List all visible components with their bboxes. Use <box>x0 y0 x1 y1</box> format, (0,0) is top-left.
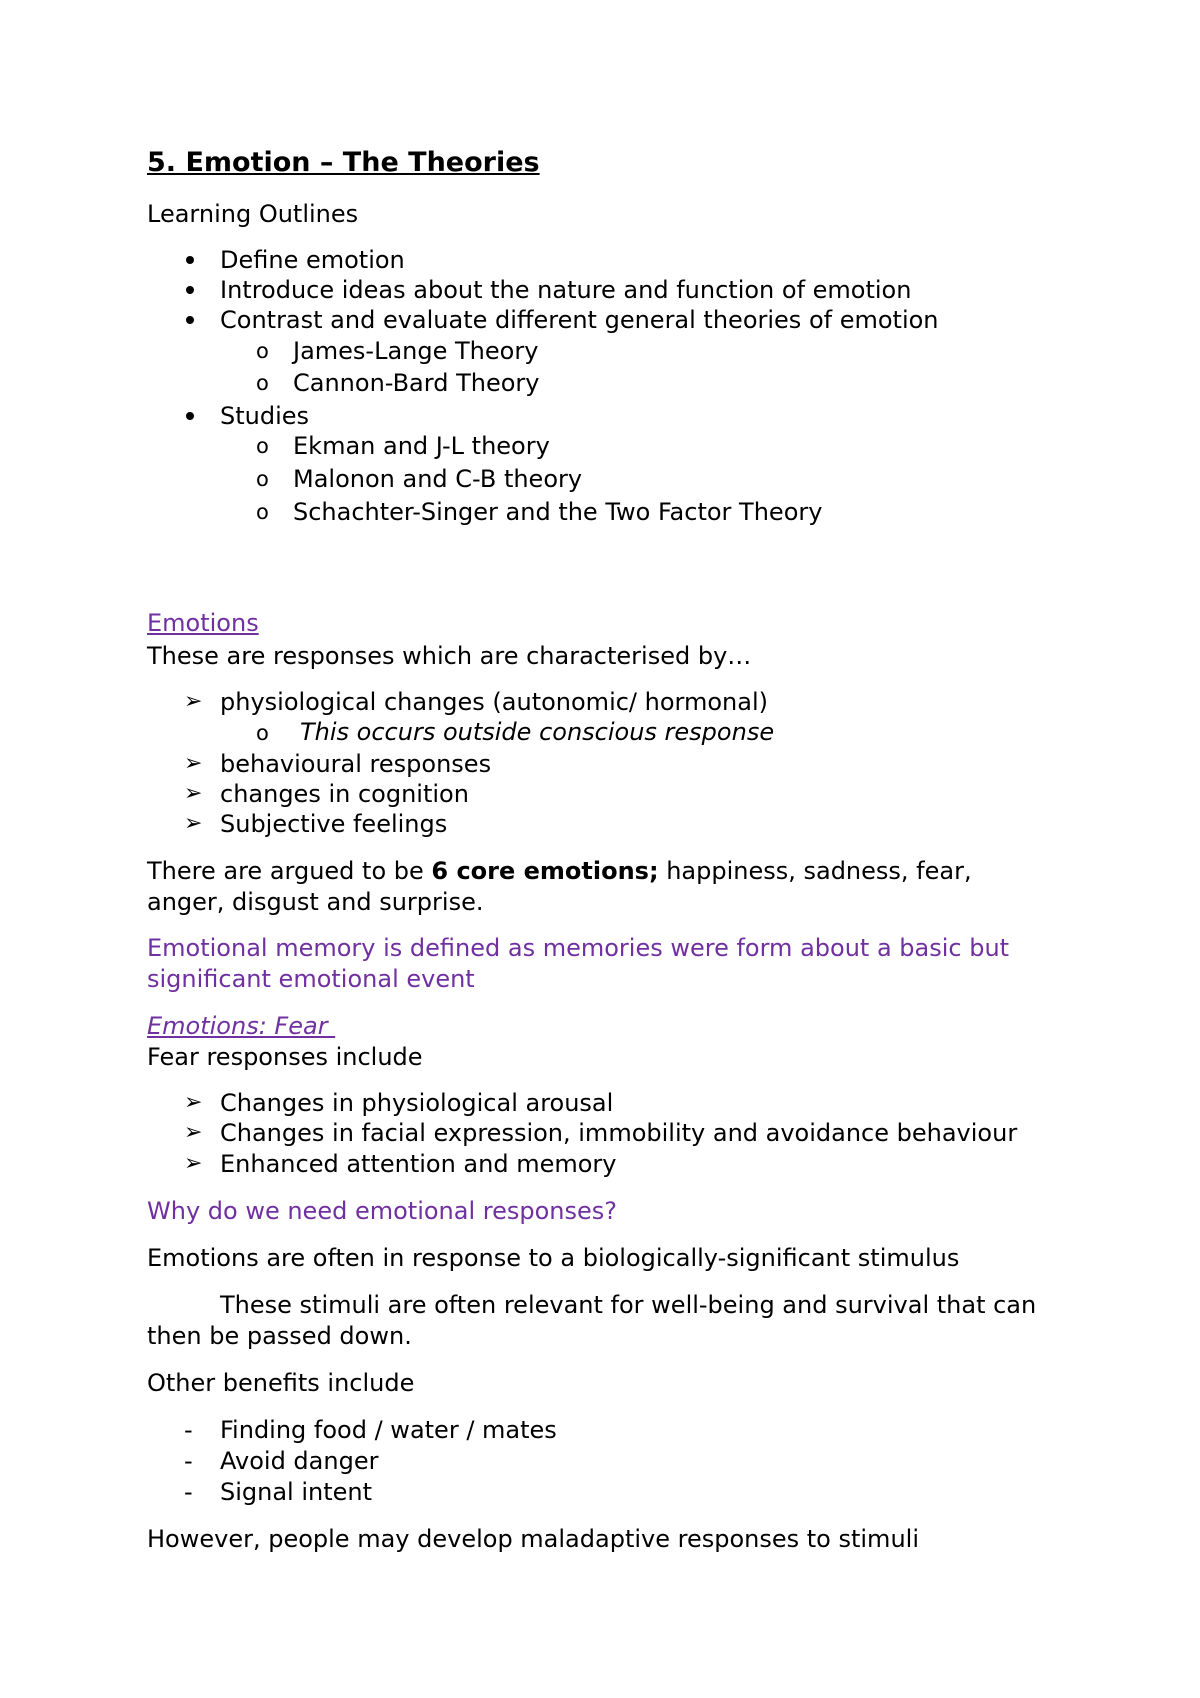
bullet-dot-icon <box>186 316 194 324</box>
outline-item: Define emotion <box>220 246 405 274</box>
why-paragraph-2-line-2: then be passed down. <box>147 1322 412 1350</box>
fear-response: Changes in physiological arousal <box>220 1089 614 1117</box>
benefit-item: Avoid danger <box>220 1447 379 1475</box>
emotion-trait: changes in cognition <box>220 780 469 808</box>
bullet-dot-icon <box>186 412 194 420</box>
bullet-dot-icon <box>186 286 194 294</box>
arrow-bullet-icon: ➢ <box>184 1120 203 1145</box>
dash-bullet-icon: - <box>184 1416 193 1444</box>
fear-response: Changes in facial expression, immobility and avoidance behaviour <box>220 1119 1018 1147</box>
outline-subitem: Malonon and C-B theory <box>293 465 583 493</box>
benefit-item: Signal intent <box>220 1478 373 1506</box>
core-emotions-bold: 6 core emotions; <box>431 857 659 885</box>
outline-item: Studies <box>220 402 310 430</box>
outline-subitem: Cannon-Bard Theory <box>293 369 540 397</box>
bullet-circle-icon: o <box>256 467 269 491</box>
emotions-heading: Emotions <box>147 609 259 637</box>
core-emotions-line <box>147 859 972 883</box>
arrow-bullet-icon: ➢ <box>184 751 203 776</box>
learning-outlines-heading: Learning Outlines <box>147 200 359 228</box>
fear-response: Enhanced attention and memory <box>220 1150 617 1178</box>
outline-item: Introduce ideas about the nature and function of emotion <box>220 276 912 304</box>
bullet-circle-icon: o <box>256 721 269 745</box>
why-heading: Why do we need emotional responses? <box>147 1197 618 1225</box>
outline-subitem: Ekman and J-L theory <box>293 432 550 460</box>
closing-line: However, people may develop maladaptive responses to stimuli <box>147 1525 919 1553</box>
arrow-bullet-icon: ➢ <box>184 811 203 836</box>
arrow-bullet-icon: ➢ <box>184 1151 203 1176</box>
arrow-bullet-icon: ➢ <box>184 781 203 806</box>
dash-bullet-icon: - <box>184 1447 193 1475</box>
emotion-trait: behavioural responses <box>220 750 492 778</box>
arrow-bullet-icon: ➢ <box>184 1090 203 1115</box>
core-emotions-pre: There are argued to be <box>147 857 432 885</box>
dash-bullet-icon: - <box>184 1478 193 1506</box>
why-paragraph-2-line-1: These stimuli are often relevant for well-being and survival that can <box>220 1291 1037 1319</box>
emotion-trait-note: This occurs outside conscious response <box>300 718 775 746</box>
document-title: 5. Emotion – The Theories <box>147 147 540 178</box>
emotional-memory-line-1: Emotional memory is defined as memories were form about a basic but <box>147 934 1010 962</box>
fear-intro: Fear responses include <box>147 1043 423 1071</box>
arrow-bullet-icon: ➢ <box>184 689 203 714</box>
benefits-intro: Other benefits include <box>147 1369 415 1397</box>
bullet-circle-icon: o <box>256 339 269 363</box>
bullet-circle-icon: o <box>256 434 269 458</box>
emotional-memory-line-2: significant emotional event <box>147 965 475 993</box>
outline-subitem: James-Lange Theory <box>293 337 539 365</box>
outline-item: Contrast and evaluate different general theories of emotion <box>220 306 939 334</box>
emotion-trait: Subjective feelings <box>220 810 448 838</box>
bullet-dot-icon <box>186 256 194 264</box>
outline-subitem: Schachter-Singer and the Two Factor Theory <box>293 498 823 526</box>
core-emotions-line-2: anger, disgust and surprise. <box>147 888 484 916</box>
benefit-item: Finding food / water / mates <box>220 1416 557 1444</box>
core-emotions-post: happiness, sadness, fear, <box>658 857 972 885</box>
why-paragraph-1: Emotions are often in response to a biologically-significant stimulus <box>147 1244 960 1272</box>
bullet-circle-icon: o <box>256 500 269 524</box>
bullet-circle-icon: o <box>256 371 269 395</box>
fear-heading: Emotions: Fear <box>147 1012 336 1040</box>
emotions-intro: These are responses which are characterised by… <box>147 642 752 670</box>
emotion-trait: physiological changes (autonomic/ hormonal) <box>220 688 768 716</box>
